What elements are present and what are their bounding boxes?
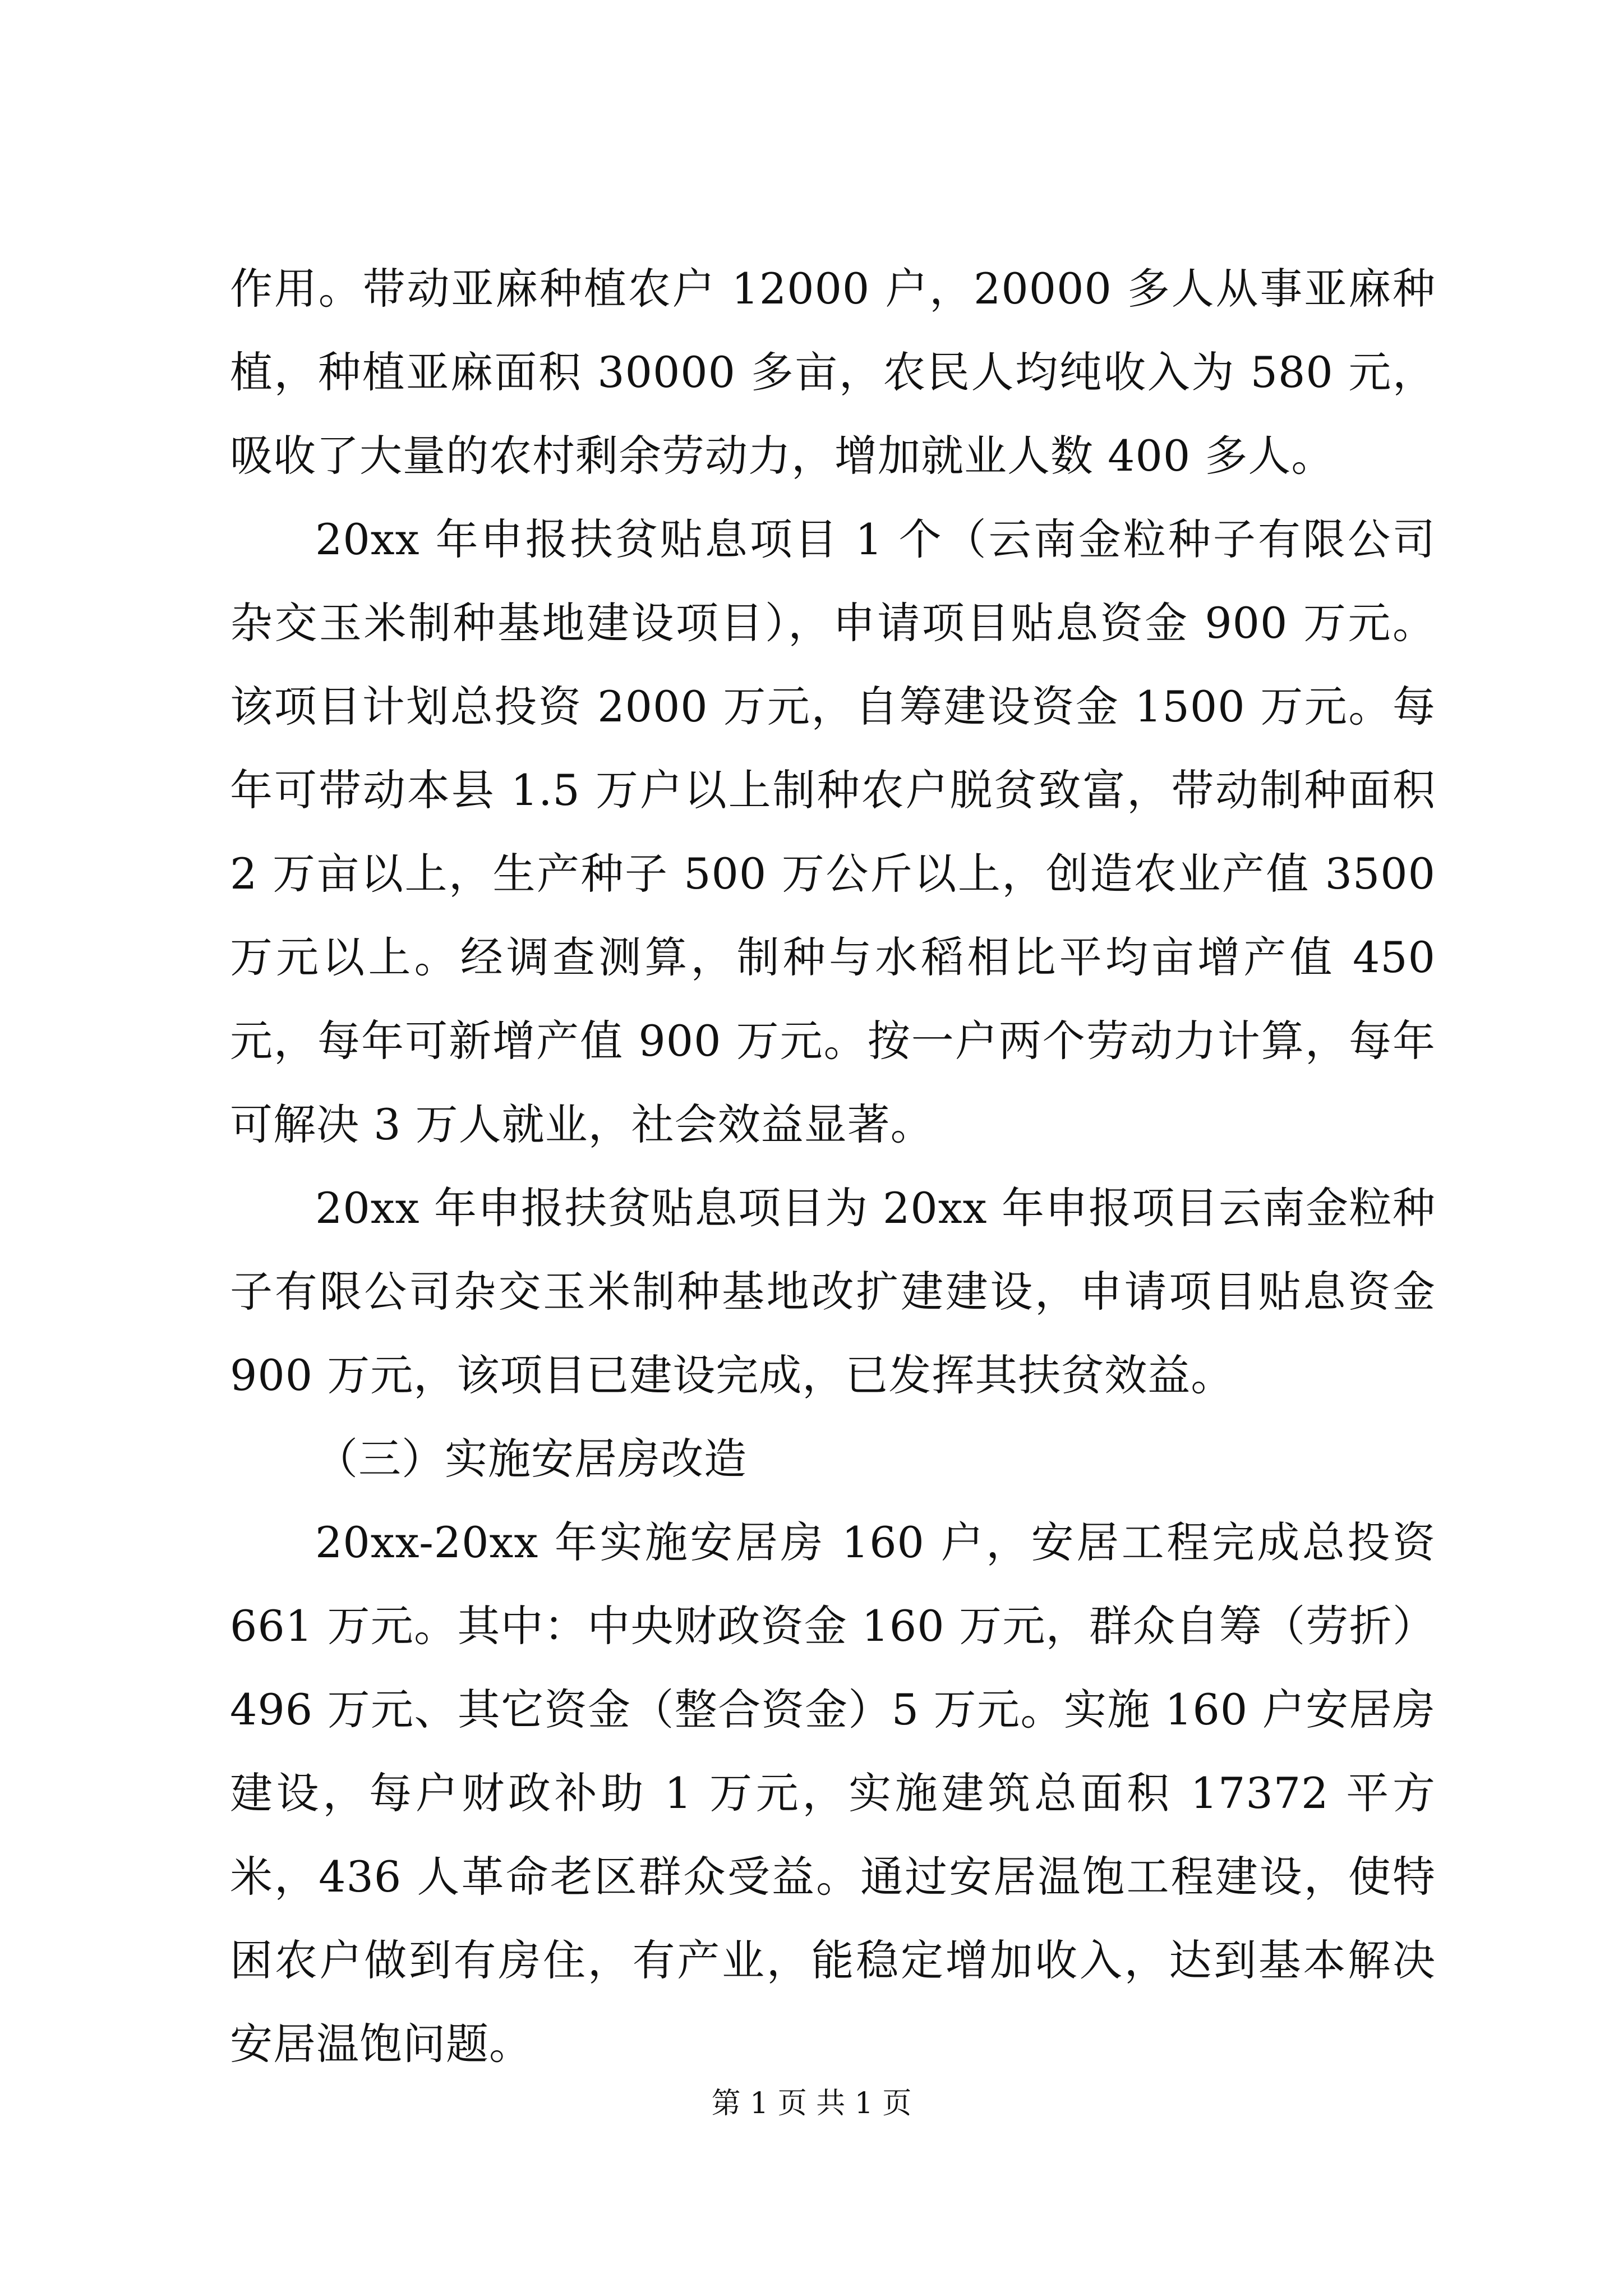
paragraph-housing-renovation: 20xx-20xx 年实施安居房 160 户，安居工程完成总投资 661 万元。其中：中央财政资金 160 万元，群众自筹（劳折）496 万元、其它资金（整合资金）5 万元。实施 160 户安居房建设，每户财政补助 1 万元，实施建筑总面积 17372 平方米，436 人革命老区群众受益。通过安居温饱工程建设，使特困农户做到有房住，有产业，能稳定增加收入，达到基本解决安居温饱问题。: [230, 1517, 1436, 2069]
paragraph-subsidy-project-1: 20xx 年申报扶贫贴息项目 1 个（云南金粒种子有限公司杂交玉米制种基地建设项目），申请项目贴息资金 900 万元。该项目计划总投资 2000 万元，自筹建设资金 1500 万元。每年可带动本县 1.5 万户以上制种农户脱贫致富，带动制种面积 2 万亩以上，生产种子 500 万公斤以上，创造农业产值 3500 万元以上。经调查测算，制种与水稻相比平均亩增产值 450 元，每年可新增产值 900 万元。按一户两个劳动力计算，每年可解决 3 万人就业，社会效益显著。: [230, 514, 1436, 1149]
paragraph-linen-benefits: 作用。带动亚麻种植农户 12000 户，20000 多人从事亚麻种植，种植亚麻面积 30000 多亩，农民人均纯收入为 580 元，吸收了大量的农村剩余劳动力，增加就业人数 400 多人。: [230, 264, 1436, 481]
page-footer: 第 1 页 共 1 页: [711, 2087, 912, 2120]
paragraph-subsidy-project-2: 20xx 年申报扶贫贴息项目为 20xx 年申报项目云南金粒种子有限公司杂交玉米制种基地改扩建建设，申请项目贴息资金 900 万元，该项目已建设完成，已发挥其扶贫效益。: [230, 1183, 1436, 1400]
section-heading-housing: （三）实施安居房改造: [315, 1434, 747, 1484]
document-body: [230, 247, 1436, 2086]
